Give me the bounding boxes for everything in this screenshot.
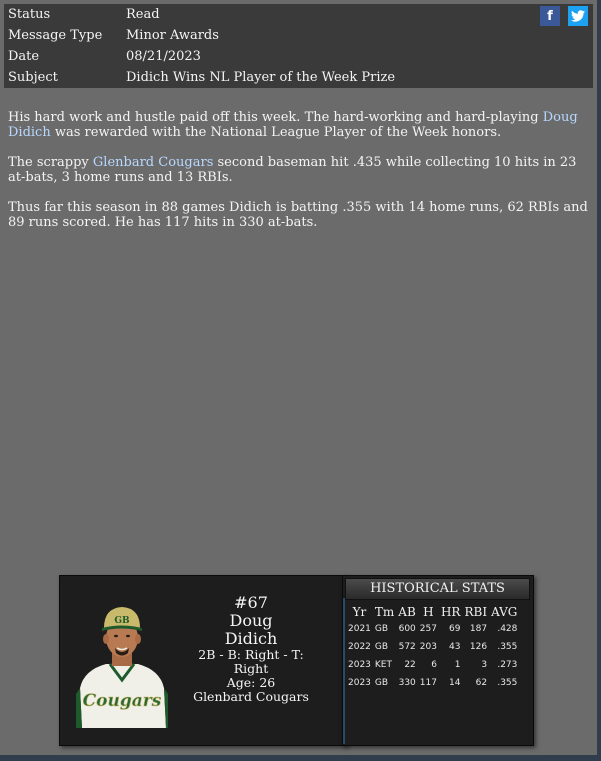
- player-last-name: Didich: [224, 629, 278, 648]
- col-yr: Yr: [352, 604, 367, 619]
- date-value: 08/21/2023: [126, 49, 201, 64]
- twitter-icon[interactable]: [568, 6, 588, 26]
- stat-cell: 22: [404, 660, 416, 670]
- col-ab: AB: [398, 604, 416, 619]
- jersey-script: Cougars: [82, 691, 162, 711]
- stat-cell: 3: [481, 660, 488, 670]
- facebook-icon[interactable]: f: [540, 6, 560, 26]
- stat-cell: 1: [454, 660, 461, 670]
- status-value: Read: [126, 7, 160, 22]
- table-row: [346, 620, 519, 638]
- stat-cell: 117: [419, 678, 437, 688]
- stat-cell: 572: [398, 642, 416, 652]
- col-h: H: [423, 604, 434, 619]
- stat-cell: GB: [374, 624, 389, 634]
- article-text: His hard work and hustle paid off this week. The hard-working and hard-playing: [8, 110, 543, 125]
- stats-accent-bar: [343, 598, 345, 744]
- stats-header-row: [346, 603, 519, 620]
- player-bio: 2B - B: Right - T: Right: [198, 647, 304, 676]
- stat-cell: 187: [469, 624, 488, 634]
- col-tm: Tm: [374, 604, 395, 619]
- article-paragraph-3: Thus far this season in 88 games Didich is batting .355 with 14 home runs, 62 RBIs and 89 runs scored. He has 117 hits in 330 at-bats.: [8, 200, 588, 230]
- stat-cell: .428: [497, 624, 518, 634]
- col-avg: AVG: [491, 604, 518, 619]
- stat-cell: 2021: [348, 624, 371, 634]
- stat-cell: 257: [419, 624, 437, 634]
- col-rbi: RBI: [464, 604, 488, 619]
- window-bottom-border: [0, 755, 601, 761]
- status-row: [4, 4, 593, 25]
- date-label: Date: [8, 49, 40, 64]
- stat-cell: KET: [374, 660, 392, 670]
- team-link[interactable]: Glenbard Cougars: [92, 155, 214, 170]
- col-hr: HR: [440, 604, 461, 619]
- subject-label: Subject: [8, 70, 58, 85]
- message-type-label: Message Type: [8, 28, 103, 43]
- stat-cell: 2023: [348, 678, 371, 688]
- stat-cell: .355: [497, 642, 518, 652]
- table-row: [346, 674, 519, 692]
- player-portrait[interactable]: [76, 596, 168, 728]
- stat-cell: 14: [449, 678, 461, 688]
- player-link[interactable]: Doug Didich: [8, 110, 578, 140]
- cap-logo: GB: [114, 616, 130, 626]
- message-header: [4, 4, 593, 88]
- player-info: [180, 594, 322, 704]
- stat-cell: 2022: [348, 642, 371, 652]
- article-text: second baseman hit .435 while collecting 10 hits in 23 at-bats, 3 home runs and 13 RBIs.: [8, 155, 577, 185]
- stat-cell: 62: [475, 678, 488, 688]
- stat-cell: 126: [469, 642, 488, 652]
- subject-row: [4, 67, 593, 88]
- article-paragraph-1: [8, 110, 588, 140]
- subject-value: Didich Wins NL Player of the Week Prize: [126, 70, 396, 85]
- historical-stats-title: HISTORICAL STATS: [345, 578, 530, 600]
- status-label: Status: [8, 7, 51, 22]
- date-row: [4, 46, 593, 67]
- message-type-value: Minor Awards: [126, 28, 219, 43]
- stat-cell: 600: [398, 624, 416, 634]
- stat-cell: 43: [449, 642, 461, 652]
- player-photo-icon: [76, 596, 168, 728]
- stat-cell: 2023: [348, 660, 371, 670]
- twitter-bird-icon: [571, 10, 585, 22]
- stat-cell: 6: [431, 660, 437, 670]
- stat-cell: GB: [374, 678, 389, 688]
- stat-cell: .355: [497, 678, 518, 688]
- stat-cell: .273: [497, 660, 518, 670]
- stats-table: [346, 603, 519, 692]
- historical-stats-panel: [342, 575, 534, 746]
- player-card[interactable]: [59, 575, 347, 746]
- player-team: Glenbard Cougars: [193, 689, 309, 704]
- article-paragraph-2: [8, 155, 588, 185]
- stat-cell: 69: [449, 624, 461, 634]
- stat-cell: GB: [374, 642, 389, 652]
- table-row: [346, 656, 519, 674]
- stat-cell: 203: [419, 642, 437, 652]
- table-row: [346, 638, 519, 656]
- player-number: #67: [234, 593, 268, 612]
- player-age: Age: 26: [226, 675, 276, 690]
- article-text: was rewarded with the National League Player of the Week honors.: [50, 125, 502, 140]
- article-body: [8, 110, 588, 245]
- player-first-name: Doug: [229, 611, 273, 630]
- stat-cell: 330: [398, 678, 416, 688]
- message-type-row: [4, 25, 593, 46]
- article-text: The scrappy: [8, 155, 93, 170]
